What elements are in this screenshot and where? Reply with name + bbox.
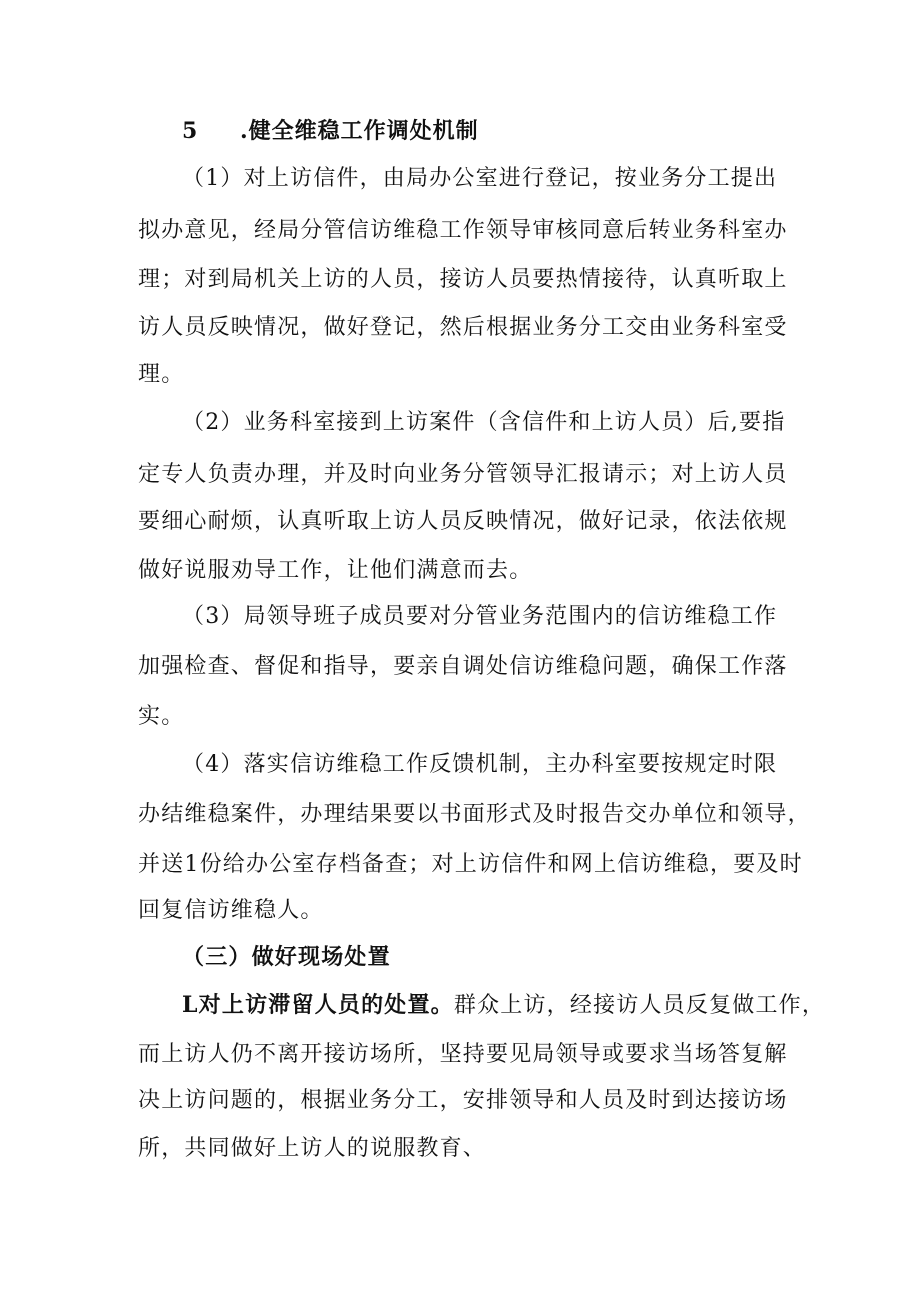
paragraph-text: 群众上访，经接访人员反复做工作， [453, 993, 826, 1018]
paragraph-line: 并送1份给办公室存档备查；对上访信件和网上信访维稳，要及时 [138, 852, 803, 877]
paragraph-line: 所，共同做好上访人的说服教育、 [138, 1136, 487, 1161]
paragraph-line: 而上访人仍不离开接访场所，坚持要见局领导或要求当场答复解 [138, 1042, 788, 1067]
paragraph-line: 要细心耐烦，认真听取上访人员反映情况，做好记录，依法依规 [138, 509, 788, 534]
section-number: 5 [182, 118, 198, 144]
paragraph-line [182, 990, 826, 1021]
paragraph-line: （1）对上访信件，由局办公室进行登记，按业务分工提出 [182, 166, 778, 191]
paragraph-line: 做好说服劝导工作，让他们满意而去。 [138, 558, 533, 583]
paragraph-line: 拟办意见，经局分管信访维稳工作领导审核同意后转业务科室办 [138, 218, 788, 243]
paragraph-line: 实。 [138, 704, 185, 729]
paragraph-line: 加强检查、督促和指导，要亲自调处信访维稳问题，确保工作落 [138, 654, 788, 679]
paragraph-lead: L对上访滞留人员的处置。 [182, 992, 454, 1018]
paragraph-line: 回复信访维稳人。 [138, 898, 324, 923]
paragraph-line: （2）业务科室接到上访案件（含信件和上访人员）后,要指 [182, 410, 786, 435]
paragraph-line: 决上访问题的，根据业务分工，安排领导和人员及时到达接访场 [138, 1088, 788, 1113]
subsection-heading: （三）做好现场处置 [182, 944, 391, 970]
section-heading: .健全维稳工作调处机制 [240, 118, 479, 144]
paragraph-line: 理。 [138, 362, 185, 387]
paragraph-line: 访人员反映情况，做好登记，然后根据业务分工交由业务科室受 [138, 315, 788, 340]
paragraph-line: （4）落实信访维稳工作反馈机制，主办科室要按规定时限 [182, 752, 778, 777]
paragraph-line: 办结维稳案件，办理结果要以书面形式及时报告交办单位和领导， [138, 802, 811, 827]
paragraph-line: 理；对到局机关上访的人员，接访人员要热情接待，认真听取上 [138, 267, 788, 292]
paragraph-line: （3）局领导班子成员要对分管业务范围内的信访维稳工作 [182, 604, 778, 629]
paragraph-line: 定专人负责办理，并及时向业务分管领导汇报请示；对上访人员 [138, 462, 788, 487]
